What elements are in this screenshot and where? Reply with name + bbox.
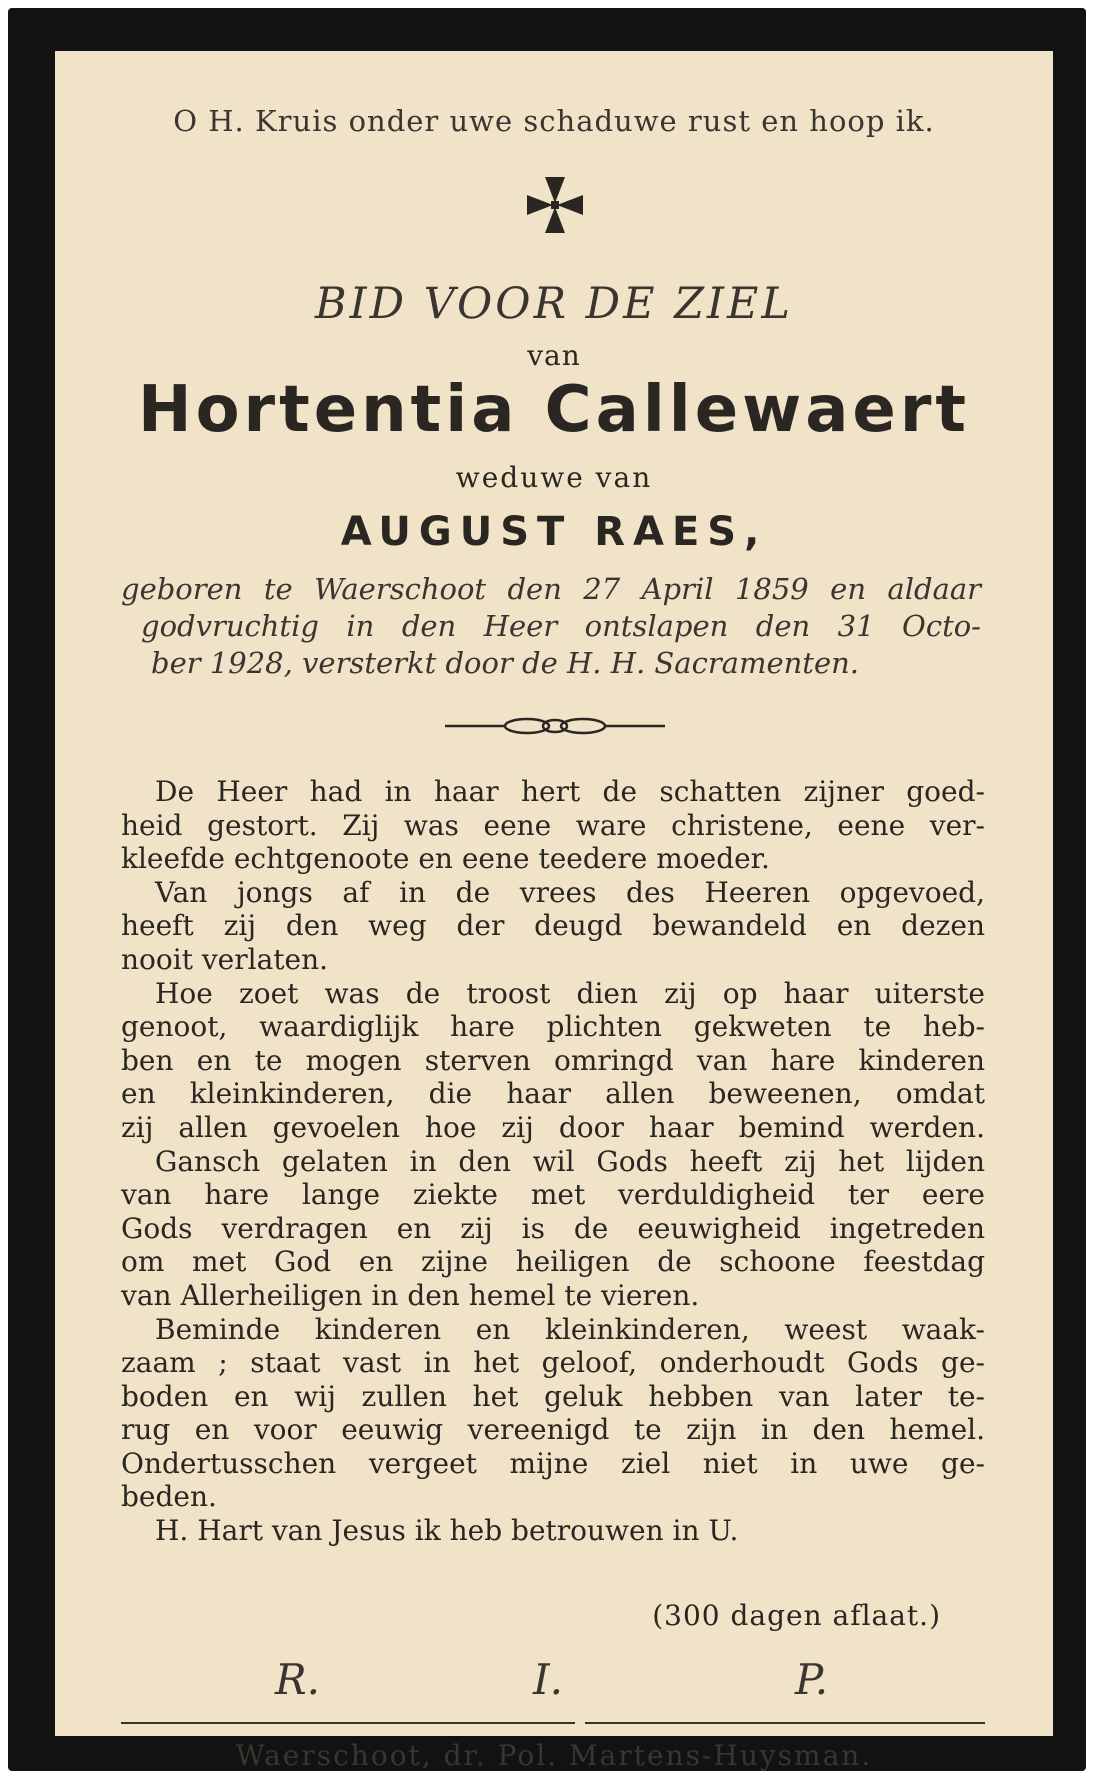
van-label: van <box>527 339 581 372</box>
flourish-divider-icon <box>445 716 665 736</box>
printer-imprint: Waerschoot, dr. Pol. Martens-Huysman. <box>235 1739 873 1772</box>
rip-letter-p: P. <box>795 1655 829 1704</box>
eulogy-line: kleefde echtgenoote en eene teedere moeder. <box>121 842 770 876</box>
eulogy-text <box>121 775 985 1548</box>
eulogy-line: ben en te mogen sterven omringd van hare kinderen <box>121 1043 985 1077</box>
widow-of-label: weduwe van <box>455 461 653 494</box>
eulogy-line: genoot, waardiglijk hare plichten gekweten te heb- <box>121 1010 985 1044</box>
eulogy-line: Van jongs af in de vrees des Heeren opgevoed, <box>155 875 985 909</box>
eulogy-line: Ondertusschen vergeet mijne ziel niet in uwe ge- <box>121 1446 985 1480</box>
eulogy-line: beden. <box>121 1480 217 1514</box>
rip-letter-i: I. <box>533 1655 563 1704</box>
footer-rule-left <box>121 1722 575 1724</box>
eulogy-line: Beminde kinderen en kleinkinderen, weest waak- <box>155 1312 985 1346</box>
birth-death-statement <box>121 571 981 682</box>
memorial-card <box>8 8 1086 1771</box>
eulogy-line: zaam ; staat vast in het geloof, onderhoudt Gods ge- <box>121 1346 985 1380</box>
rip-letter-r: R. <box>275 1655 320 1704</box>
eulogy-line: Gansch gelaten in den wil Gods heeft zij het lijden <box>155 1144 985 1178</box>
indulgence-note: (300 dagen aflaat.) <box>652 1599 941 1632</box>
prayer-heading: BID VOOR DE ZIEL <box>315 279 793 329</box>
eulogy-line: en kleinkinderen, die haar allen beweenen, omdat <box>121 1077 985 1111</box>
birth-line-2: godvruchtig in den Heer ontslapen den 31 Octo- <box>141 609 981 643</box>
eulogy-line: om met God en zijne heiligen de schoone feestdag <box>121 1245 985 1279</box>
eulogy-line: nooit verlaten. <box>121 942 329 976</box>
husband-name: AUGUST RAES, <box>340 509 768 555</box>
eulogy-line: De Heer had in haar hert de schatten zijner goed- <box>155 775 985 808</box>
eulogy-line: Gods verdragen en zij is de eeuwigheid ingetreden <box>121 1211 985 1245</box>
eulogy-line: H. Hart van Jesus ik heb betrouwen in U. <box>155 1514 739 1548</box>
card-paper <box>55 51 1053 1772</box>
eulogy-line: heeft zij den weg der deugd bewandeld en dezen <box>121 909 985 943</box>
motto: O H. Kruis onder uwe schaduwe rust en hoop ik. <box>173 104 935 138</box>
cross-pattee-icon <box>523 173 587 237</box>
eulogy-line: rug en voor eeuwig vereenigd te zijn in den hemel. <box>121 1413 985 1447</box>
birth-line-1: geboren te Waerschoot den 27 April 1859 en aldaar <box>121 572 981 606</box>
deceased-name: Hortentia Callewaert <box>138 373 970 447</box>
eulogy-line: heid gestort. Zij was eene ware christene, eene ver- <box>121 808 985 842</box>
eulogy-line: boden en wij zullen het geluk hebben van later te- <box>121 1379 985 1413</box>
eulogy-line: Hoe zoet was de troost dien zij op haar uiterste <box>155 976 985 1010</box>
eulogy-line: van hare lange ziekte met verduldigheid ter eere <box>121 1178 985 1212</box>
eulogy-line: van Allerheiligen in den hemel te vieren. <box>121 1278 700 1312</box>
footer-rule-right <box>585 1722 985 1724</box>
eulogy-line: zij allen gevoelen hoe zij door haar bemind werden. <box>121 1110 985 1144</box>
birth-line-3: ber 1928, versterkt door de H. H. Sacramenten. <box>151 646 860 680</box>
